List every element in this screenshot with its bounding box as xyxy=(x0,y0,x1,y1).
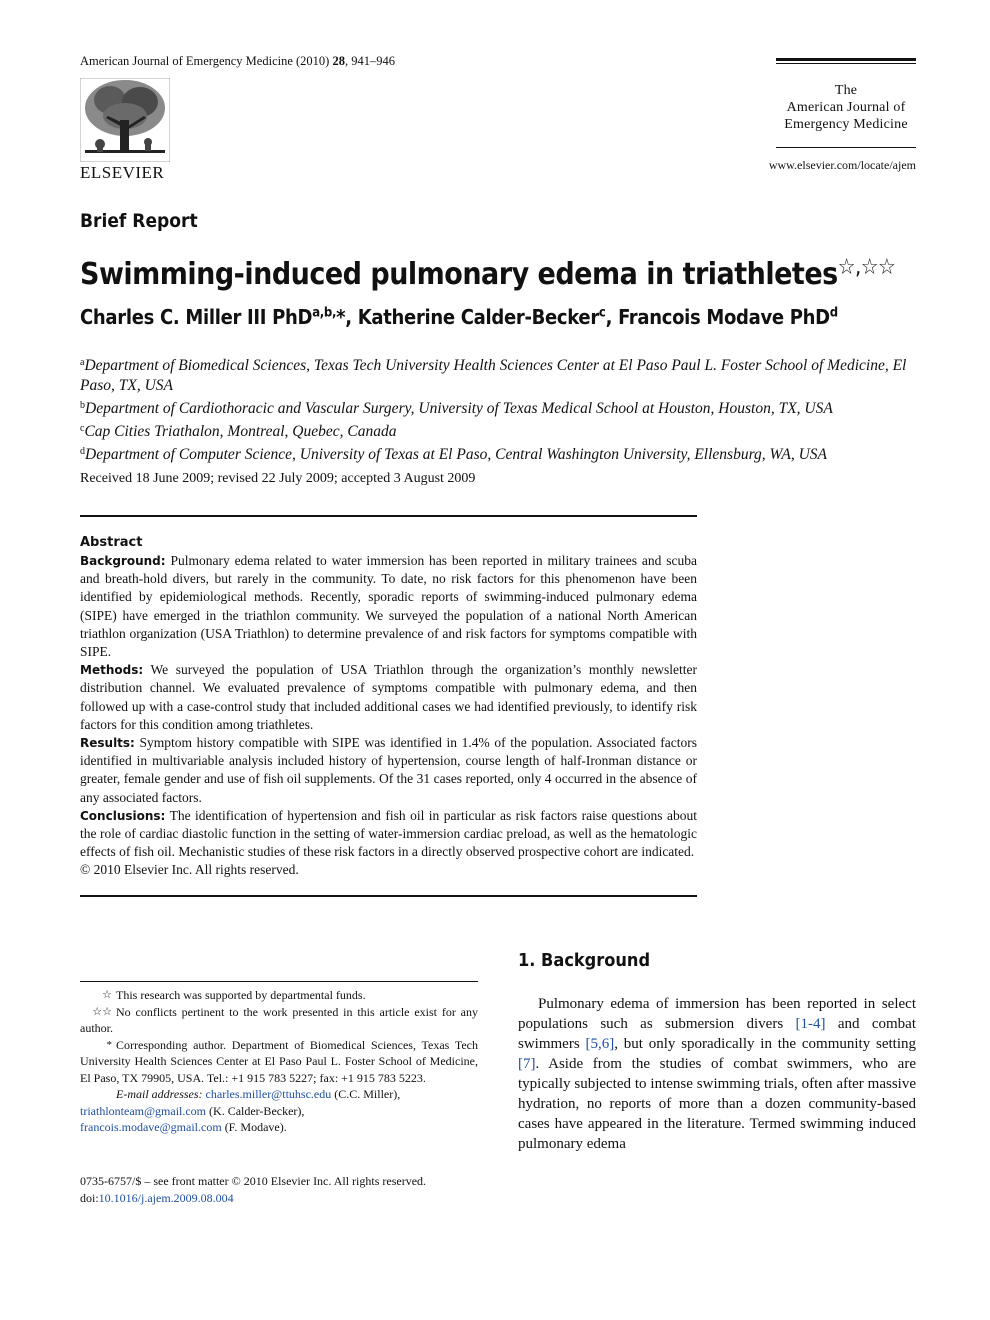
footnote-corresponding-author: * Corresponding author. Department of Biomedical Sciences, Texas Tech University Health Sciences Center at El Paso Paul L. Foster School of Medicine, El Paso, TX 79905, USA. Tel.: +1 915 783 5227; fax: +1 915 783 5223. xyxy=(80,1037,478,1085)
article-dates: Received 18 June 2009; revised 22 July 2009; accepted 3 August 2009 xyxy=(80,471,476,486)
footnote: ☆☆ No conflicts pertinent to the work presented in this article exist for any author. xyxy=(80,1004,478,1035)
abstract-section: Background: Pulmonary edema related to water immersion has been reported in military trainees and scuba and breath-hold divers, but rarely in the community. To date, no risk factors for this phenomenon have been identified by epidemiological methods. Recently, sporadic reports of swimming-induced pulmonary edema (SIPE) have emerged in the triathlon community. We surveyed the population of a national North American triathlon organization (USA Triathlon) to determine prevalence of and risk factors for symptoms compatible with SIPE. xyxy=(80,553,698,660)
author-name: Katherine Calder-Becker xyxy=(357,305,599,329)
footnotes xyxy=(80,987,478,1136)
author-name: Charles C. Miller III PhD xyxy=(80,305,313,329)
title-footnote-marks[interactable]: ☆,☆☆ xyxy=(837,255,896,280)
affiliation: $^d$Department of Computer Science, University of Texas at El Paso, Central Washington University, Ellensburg, WA, USA xyxy=(80,446,827,463)
affiliation: $^b$Department of Cardiothoracic and Vascular Surgery, University of Texas Medical School at Houston, Houston, TX, USA xyxy=(80,400,833,417)
abstract-rule-bottom xyxy=(80,895,697,897)
abstract-copyright: © 2010 Elsevier Inc. All rights reserved. xyxy=(80,862,299,878)
article-title: Swimming-induced pulmonary edema in triathletes☆,☆☆ xyxy=(80,255,896,292)
affiliations xyxy=(80,353,920,465)
doi-link[interactable]: 10.1016/j.ajem.2009.08.004 xyxy=(98,1191,234,1205)
abstract-body xyxy=(80,552,697,880)
journal-citation: American Journal of Emergency Medicine (2010) 28, 941–946 xyxy=(80,54,395,68)
abstract xyxy=(80,515,697,897)
footnote: ☆ This research was supported by departmental funds. xyxy=(102,988,366,1002)
citation-link[interactable]: [1-4] xyxy=(795,1016,826,1032)
abstract-section: Results: Symptom history compatible with SIPE was identified in 1.4% of the population. Associated factors identified in multivariable analysis included history of hypertension, course length of half-Ironman distance or greater, female gender and use of fish oil supplements. Of the 31 cases reported, only 4 occurred in the absence of any associated factors. xyxy=(80,735,697,805)
article-type: Brief Report xyxy=(80,210,198,232)
email-link[interactable]: francois.modave@gmail.com xyxy=(80,1120,222,1134)
abstract-section: Methods: We surveyed the population of USA Triathlon through the organization’s monthly newsletter distribution channel. We evaluated prevalence of symptoms compatible with pulmonary edema, and then followed up with a case-control study that included additional cases we had identified previously, to identify risk factors for this condition among triathletes. xyxy=(80,662,697,732)
author-list: Charles C. Miller III PhD$^{a,b,}$*, Katherine Calder-Becker$^c$, Francois Modave PhD$^d$ xyxy=(80,305,838,329)
abstract-rule-top xyxy=(80,515,697,517)
abstract-heading: Abstract xyxy=(80,535,143,550)
masthead-rule-thin xyxy=(776,63,916,64)
author-affiliation-marks[interactable]: a,b, xyxy=(312,305,337,321)
author-affiliation-marks[interactable]: c xyxy=(598,305,606,321)
abstract-section: Conclusions: The identification of hypertension and fish oil in particular as risk factors raise questions about the role of cardiac diastolic function in the setting of water-immersion cardiac preload, as well as the hematologic effects of fish oil. Mechanistic studies of these risk factors in a directly observed prospective cohort are indicated. xyxy=(80,807,697,860)
section-heading: 1. Background xyxy=(518,950,651,971)
masthead-rule-top xyxy=(776,58,916,61)
citation-link[interactable]: [7] xyxy=(518,1056,536,1072)
author-affiliation-marks[interactable]: d xyxy=(829,305,838,321)
citation-link[interactable]: [5,6] xyxy=(585,1036,615,1052)
corresponding-author-mark[interactable]: * xyxy=(336,305,346,329)
elsevier-tree-logo xyxy=(80,78,170,162)
footnote-rule xyxy=(80,981,478,982)
elsevier-wordmark: ELSEVIER xyxy=(80,163,165,182)
journal-name: The American Journal of Emergency Medicine xyxy=(784,83,908,132)
affiliation: $^c$Cap Cities Triathalon, Montreal, Quebec, Canada xyxy=(80,423,397,440)
email-link[interactable]: triathlonteam@gmail.com xyxy=(80,1103,207,1118)
journal-url[interactable]: www.elsevier.com/locate/ajem xyxy=(768,158,916,172)
affiliation: $^a$Department of Biomedical Sciences, Texas Tech University Health Sciences Center at El Paso Paul L. Foster School of Medicine, El Paso, TX, USA xyxy=(80,357,907,394)
footnote-emails: E-mail addresses: charles.miller@ttuhsc.edu (C.C. Miller), triathlonteam@gmail.com (K. Calder-Becker), francois.modave@gmail.com (F. Modave). xyxy=(80,1087,401,1134)
author-name: Francois Modave PhD xyxy=(618,305,830,329)
masthead-rule-bottom xyxy=(776,147,916,148)
body-paragraph: Pulmonary edema of immersion has been reported in select populations such as submersion divers [1-4] and combat swimmers [5,6], but only sporadically in the community setting [7]. Aside from the studies of combat swimmers, who are typically subjected to intense swimming trials, often after massive hydration, no reports of more than a dozen community-based cases have appeared in the literature. Termed swimming induced pulmonary edema xyxy=(518,996,917,1152)
journal-masthead xyxy=(776,58,916,148)
issn-doi: 0735-6757/$ – see front matter © 2010 Elsevier Inc. All rights reserved. doi:10.1016/j.ajem.2009.08.004 xyxy=(80,1174,427,1205)
email-link[interactable]: charles.miller@ttuhsc.edu xyxy=(205,1087,332,1101)
